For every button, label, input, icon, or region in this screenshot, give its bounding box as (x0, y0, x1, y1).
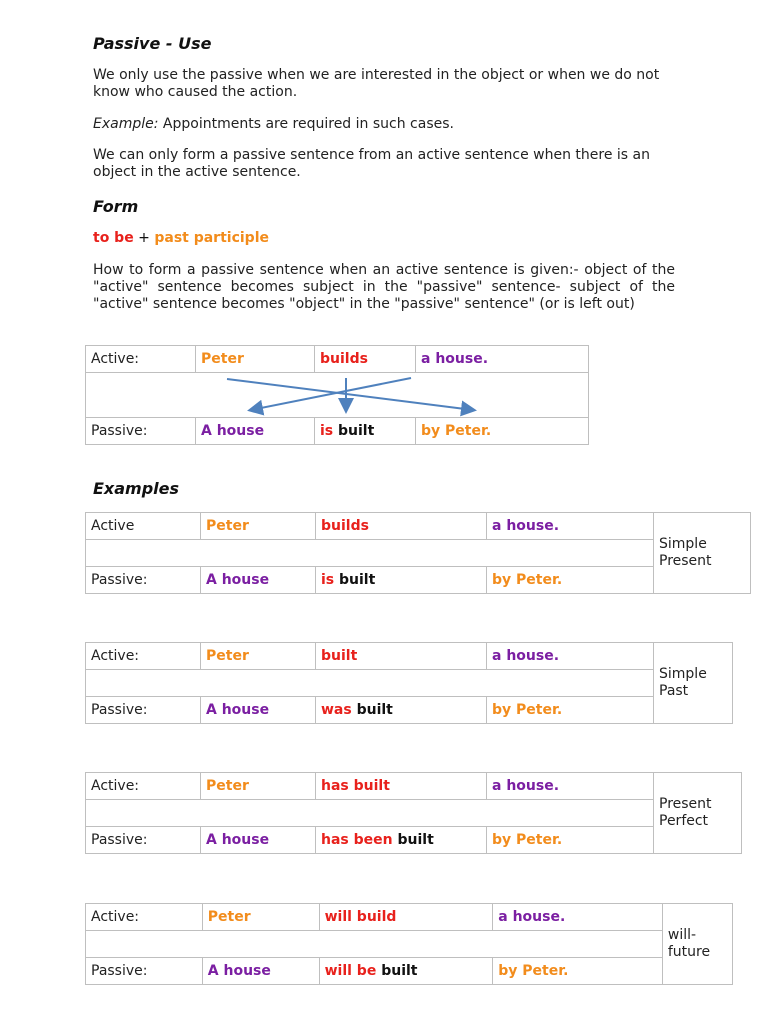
example-passive-subject: A house (201, 697, 316, 724)
formula-plus: + (133, 230, 155, 246)
example-active-label: Active: (86, 773, 201, 800)
use-heading: Passive - Use (93, 34, 212, 53)
example-passive-agent: by Peter. (493, 958, 663, 985)
example-active-subject: Peter (202, 904, 319, 931)
example-active-subject: Peter (201, 773, 316, 800)
example-passive-verb-cell (319, 958, 493, 985)
example-passive-row (86, 697, 733, 724)
example-passive-label: Passive: (86, 958, 203, 985)
use-paragraph-1: We only use the passive when we are interested in the object or when we do not know who caused the action. (93, 67, 660, 100)
example-active-verb: has built (316, 773, 487, 800)
example-active-object: a house. (493, 904, 663, 931)
example-passive-verb: built (392, 832, 434, 848)
example-active-object: a house. (487, 773, 654, 800)
example-passive-aux: was (321, 702, 352, 718)
example-active-object: a house. (487, 643, 654, 670)
example-table-present-perfect (85, 772, 742, 854)
diagram-passive-verb: built (333, 423, 375, 439)
transformation-arrows (85, 371, 589, 419)
form-paragraph: How to form a passive sentence when an active sentence is given:- object of the "active" sentence becomes subject in the "passive" sentence- subject of the "active" sentence becomes "object" in the "passive" sentence" (or is left out) (93, 262, 675, 312)
example-passive-row (86, 958, 733, 985)
form-heading: Form (93, 197, 139, 216)
example-passive-verb-cell (316, 827, 487, 854)
example-spacer-cell (86, 540, 654, 567)
example-table-simple-past (85, 642, 733, 724)
example-passive-agent: by Peter. (487, 567, 654, 594)
example-passive-subject: A house (201, 567, 316, 594)
example-spacer-row (86, 540, 751, 567)
arrow-peter-to-agent (227, 379, 473, 410)
example-passive-verb: built (376, 963, 418, 979)
example-active-verb: will build (319, 904, 493, 931)
example-active-verb: builds (316, 513, 487, 540)
diagram-active-label: Active: (86, 346, 196, 373)
example-active-row (86, 513, 751, 540)
diagram-active-subject: Peter (196, 346, 315, 373)
example-passive-verb-cell (316, 697, 487, 724)
example-active-subject: Peter (201, 643, 316, 670)
example-spacer-cell (86, 931, 663, 958)
use-paragraph-2: We can only form a passive sentence from an active sentence when there is an object in the active sentence. (93, 147, 650, 180)
example-passive-subject: A house (201, 827, 316, 854)
example-active-subject: Peter (201, 513, 316, 540)
example-passive-label: Passive: (86, 567, 201, 594)
example-passive-aux: has been (321, 832, 393, 848)
example-passive-verb-cell (316, 567, 487, 594)
example-tense-label: Simple Present (654, 513, 751, 594)
examples-heading: Examples (93, 479, 180, 498)
example-passive-label: Passive: (86, 827, 201, 854)
example-tense-label: will-future (662, 904, 732, 985)
diagram-passive-verb-cell (315, 418, 416, 445)
diagram-active-verb: builds (315, 346, 416, 373)
example-active-row (86, 904, 733, 931)
diagram-active-object: a house. (416, 346, 589, 373)
example-passive-agent: by Peter. (487, 697, 654, 724)
example-active-verb: built (316, 643, 487, 670)
formula-past-participle: past participle (154, 230, 269, 246)
example-passive-label: Passive: (86, 697, 201, 724)
example-spacer-cell (86, 800, 654, 827)
example-passive-aux: will be (324, 963, 377, 979)
example-tense-label: Simple Past (654, 643, 733, 724)
example-spacer-row (86, 800, 742, 827)
example-sentence (93, 116, 675, 133)
arrow-object-to-subject (251, 378, 411, 410)
example-passive-subject: A house (202, 958, 319, 985)
example-active-label: Active: (86, 904, 203, 931)
example-passive-verb: built (334, 572, 376, 588)
diagram-passive-aux: is (320, 423, 334, 439)
diagram-passive-agent: by Peter. (416, 418, 589, 445)
formula-to-be: to be (93, 230, 134, 246)
example-table-will-future (85, 903, 733, 985)
example-table-simple-present (85, 512, 751, 594)
example-active-label: Active: (86, 643, 201, 670)
example-active-row (86, 643, 733, 670)
example-active-row (86, 773, 742, 800)
form-formula (93, 230, 269, 247)
diagram-active-row (86, 346, 589, 373)
example-text: Appointments are required in such cases. (158, 116, 454, 132)
diagram-passive-label: Passive: (86, 418, 196, 445)
example-active-label: Active (86, 513, 201, 540)
example-active-object: a house. (487, 513, 654, 540)
diagram-passive-subject: A house (196, 418, 315, 445)
example-spacer-row (86, 931, 733, 958)
example-tense-label: Present Perfect (654, 773, 742, 854)
example-passive-row (86, 827, 742, 854)
example-passive-verb: built (351, 702, 393, 718)
example-spacer-row (86, 670, 733, 697)
diagram-passive-row (86, 418, 589, 445)
example-passive-agent: by Peter. (487, 827, 654, 854)
example-label: Example: (93, 116, 159, 132)
example-passive-aux: is (321, 572, 335, 588)
example-spacer-cell (86, 670, 654, 697)
example-passive-row (86, 567, 751, 594)
